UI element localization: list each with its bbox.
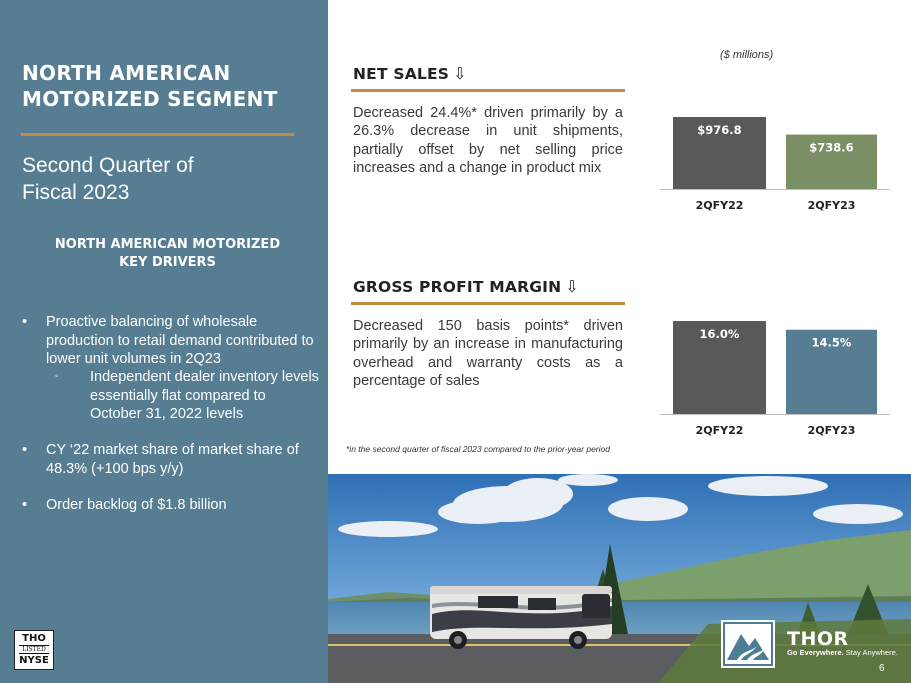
segment-title-line2: MOTORIZED SEGMENT: [22, 87, 278, 111]
page-number: 6: [879, 663, 885, 674]
bullet-marker: •: [22, 314, 28, 330]
category-label: 2QFY23: [807, 199, 856, 212]
bullet-marker: •: [22, 497, 28, 513]
bullet-text: CY ‘22 market share of market share of 48.3% (+100 bps y/y): [46, 442, 299, 477]
thor-tagline-rest: Stay Anywhere.: [843, 648, 898, 657]
bullet-item: [22, 496, 318, 515]
bar-value-label: 16.0%: [699, 327, 740, 341]
left-divider: [21, 133, 294, 136]
quarter-line1: Second Quarter of: [22, 154, 194, 177]
thor-tagline: [787, 648, 898, 657]
bullet-text: Order backlog of $1.8 billion: [46, 497, 227, 513]
segment-title: [22, 60, 322, 112]
key-drivers-heading: [20, 236, 315, 272]
bar-value-label: $976.8: [697, 123, 742, 137]
nyse-logo-listed: LISTED: [19, 645, 49, 654]
net-sales-divider: [351, 89, 625, 92]
bullet-item: [22, 441, 318, 478]
thor-mountain-icon: [721, 620, 775, 668]
category-label: 2QFY23: [807, 424, 856, 437]
sub-bullet-item: [55, 368, 321, 424]
down-arrow-icon: ⇩: [453, 64, 467, 83]
net-sales-title-text: NET SALES: [353, 65, 450, 83]
gross-margin-title: [353, 277, 579, 296]
gross-margin-description: Decreased 150 basis points* driven primarily by an increase in manufacturing overhead and warranty costs as a percentage of sales: [353, 318, 623, 389]
net-sales-chart-svg: [650, 105, 890, 220]
segment-title-line1: NORTH AMERICAN: [22, 61, 231, 85]
category-label: 2QFY22: [695, 424, 744, 437]
quarter-heading: [22, 152, 194, 206]
quarter-line2: Fiscal 2023: [22, 181, 130, 204]
net-sales-chart: [650, 105, 890, 220]
key-drivers-heading-line1: NORTH AMERICAN MOTORIZED: [54, 237, 281, 252]
category-label: 2QFY22: [695, 199, 744, 212]
bullet-text: Proactive balancing of wholesale production to retail demand contributed to lower unit volumes in 2Q23: [46, 314, 314, 367]
gross-margin-chart: [650, 308, 890, 443]
thor-logo-icon: [721, 620, 775, 668]
sub-bullet-marker: ◦: [55, 371, 59, 382]
key-drivers-heading-line2: KEY DRIVERS: [119, 255, 216, 270]
bar-value-label: 14.5%: [811, 335, 852, 350]
gross-margin-title-text: GROSS PROFIT MARGIN: [353, 278, 562, 296]
gross-margin-divider: [351, 302, 625, 305]
units-note: ($ millions): [720, 49, 774, 61]
nyse-listed-logo: [14, 630, 54, 670]
left-panel: [0, 0, 328, 683]
down-arrow-icon: ⇩: [565, 277, 579, 296]
sub-bullet-text: Independent dealer inventory levels essentially flat compared to October 31, 2022 levels: [90, 369, 319, 422]
bar-value-label: $738.6: [809, 140, 854, 155]
footnote: *in the second quarter of fiscal 2023 compared to the prior-year period: [346, 444, 610, 454]
nyse-logo-ticker: THO: [22, 633, 46, 644]
net-sales-description: Decreased 24.4%* driven primarily by a 26.3% decrease in unit shipments, partially offset by net selling price increases and a change in product mix: [353, 105, 623, 176]
thor-brand-name: THOR: [787, 628, 849, 650]
bullet-item: [22, 313, 318, 369]
net-sales-title: [353, 64, 467, 83]
nyse-logo-exchange: NYSE: [19, 655, 49, 666]
thor-tagline-bold: Go Everywhere.: [787, 648, 844, 657]
bullet-marker: •: [22, 442, 28, 458]
gross-margin-chart-svg: [650, 308, 890, 443]
